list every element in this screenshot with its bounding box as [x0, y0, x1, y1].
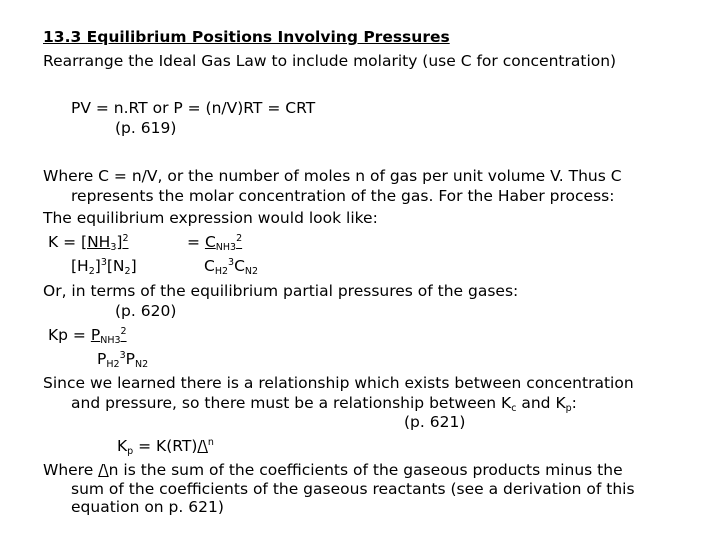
since-line2: and pressure, so there must be a relationship between $K_c$ and $K_p$:: [71, 394, 577, 414]
since-line1: Since we learned there is a relationship which exists between concentration: [43, 374, 634, 392]
k-lhs: K =: [48, 233, 82, 251]
delta-n-line3: equation on p. 621): [71, 498, 224, 516]
delta-n-line1: Where /\n is the sum of the coefficients of the gaseous products minus the: [43, 461, 623, 479]
delta-n-line2: sum of the coefficients of the gaseous reactants (see a derivation of this: [71, 480, 635, 498]
where-c-line1: Where C = n/V, or the number of moles n of gas per unit volume V. Thus C: [43, 167, 622, 185]
delta-symbol: /\: [98, 461, 109, 479]
kp-rt-equation: $K_p$ = K(RT)/\$^n$: [117, 437, 214, 457]
gas-law-equation: PV = n.RT or P = (n/V)RT = CRT: [71, 99, 316, 117]
page-ref-619: (p. 619): [115, 119, 177, 137]
k-numerator: $[NH_3]^2$: [81, 233, 129, 253]
kp-expression-denominator: $P_{H2}^3P_{N2}$: [97, 350, 149, 370]
k-concentration-numerator: [187, 233, 242, 252]
k-expression-numerator: [48, 233, 128, 252]
equals-sign: =: [187, 233, 200, 251]
k-expression-denominator: $[H_2]^3[N_2]$: [71, 257, 137, 277]
p-nh3: $P_{NH3}^2$: [90, 326, 127, 346]
slide-subtitle: Rearrange the Ideal Gas Law to include molarity (use C for concentration): [43, 52, 617, 70]
c-nh3: $C_{NH3}^2$: [204, 233, 243, 253]
equilibrium-intro: The equilibrium expression would look like:: [43, 209, 378, 227]
delta-symbol: /\: [197, 437, 208, 455]
page-ref-620: (p. 620): [115, 302, 177, 320]
page-ref-621: (p. 621): [404, 413, 466, 431]
k-concentration-denominator: $C_{H2}^3C_{N2}$: [204, 257, 259, 277]
where-c-line2: represents the molar concentration of the gas. For the Haber process:: [71, 187, 615, 205]
partial-pressure-line: Or, in terms of the equilibrium partial pressures of the gases:: [43, 282, 519, 300]
kp-expression-numerator: $Kp = P_{NH3}^2$: [48, 326, 127, 346]
slide-title: 13.3 Equilibrium Positions Involving Pressures: [43, 28, 450, 46]
